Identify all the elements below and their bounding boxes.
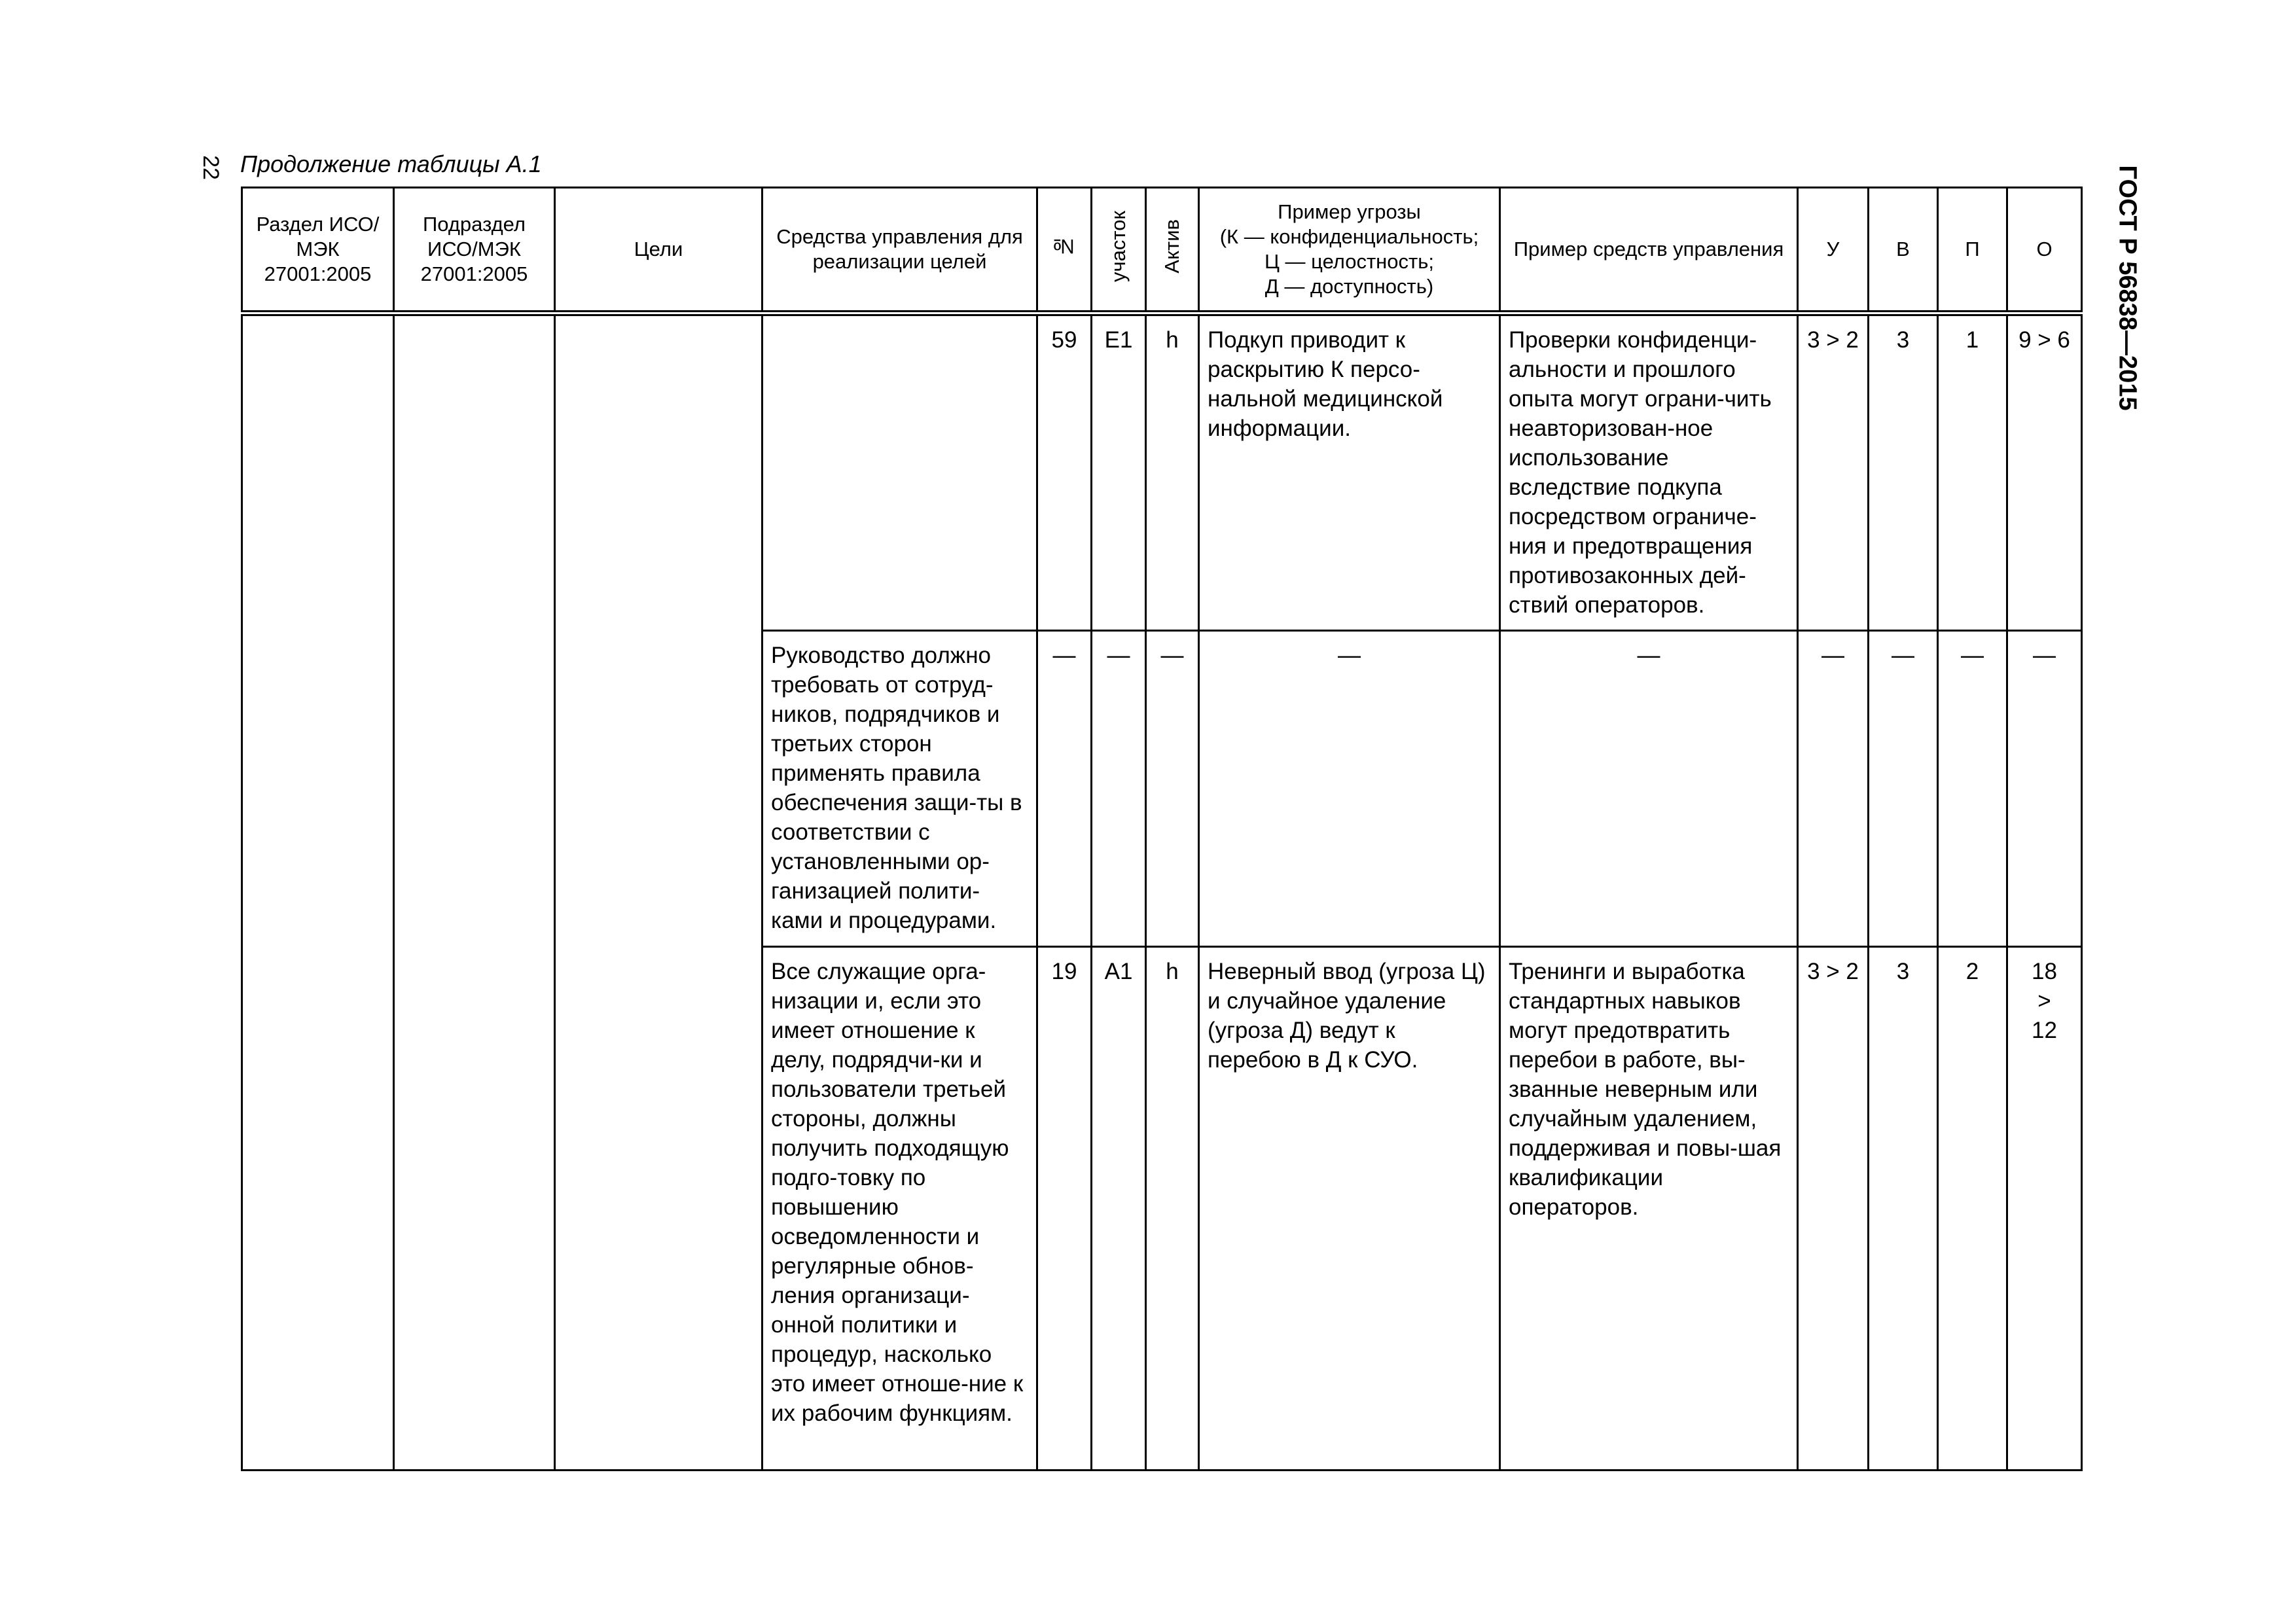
cell-u: 3 > 2 [1798, 313, 1869, 631]
cell-p: 2 [1938, 947, 2007, 1471]
header-subsection: Подраздел ИСО/МЭК 27001:2005 [394, 188, 555, 313]
header-number-label: № [1052, 235, 1075, 258]
cell-subsection [394, 313, 555, 1471]
cell-o: 18 > 12 [2007, 947, 2082, 1471]
header-site [1092, 188, 1146, 313]
header-number [1037, 188, 1092, 313]
cell-v: 3 [1869, 313, 1938, 631]
header-v: В [1869, 188, 1938, 313]
header-asset-label: Актив [1160, 219, 1183, 274]
header-u: У [1798, 188, 1869, 313]
cell-threat: Неверный ввод (угроза Ц) и случайное удаление (угроза Д) ведут к перебою в Д к СУО. [1199, 947, 1500, 1471]
cell-number: — [1037, 631, 1092, 947]
cell-p: — [1938, 631, 2007, 947]
table-row [242, 313, 2082, 631]
cell-goals [555, 313, 762, 1471]
cell-o: — [2007, 631, 2082, 947]
header-o: О [2007, 188, 2082, 313]
cell-asset: h [1146, 313, 1199, 631]
header-p: П [1938, 188, 2007, 313]
header-threat: Пример угрозы (К — конфиденциальность; Ц — целостность; Д — доступность) [1199, 188, 1500, 313]
standard-code: ГОСТ Р 56838—2015 [2113, 165, 2142, 411]
table-continuation-title: Продолжение таблицы А.1 [240, 151, 542, 177]
cell-control-example: Проверки конфиденци-альности и прошлого опыта могут ограни-чить неавторизован-ное использование вследствие подкупа посредством ограниче-ния и предотвращения противозаконных дей-ствий операторов. [1500, 313, 1798, 631]
cell-number: 19 [1037, 947, 1092, 1471]
header-goals: Цели [555, 188, 762, 313]
cell-controls [762, 313, 1037, 631]
cell-number: 59 [1037, 313, 1092, 631]
table-header-row [242, 188, 2082, 313]
header-asset [1146, 188, 1199, 313]
header-controls: Средства управления для реализации целей [762, 188, 1037, 313]
cell-control-example: — [1500, 631, 1798, 947]
cell-controls: Руководство должно требовать от сотруд-ников, подрядчиков и третьих сторон применять правила обеспечения защи-ты в соответствии с установленными ор-ганизацией полити-ками и процедурами. [762, 631, 1037, 947]
header-site-label: участок [1107, 210, 1130, 283]
cell-asset: — [1146, 631, 1199, 947]
cell-v: — [1869, 631, 1938, 947]
cell-section [242, 313, 394, 1471]
cell-o: 9 > 6 [2007, 313, 2082, 631]
cell-u: 3 > 2 [1798, 947, 1869, 1471]
cell-u: — [1798, 631, 1869, 947]
header-section: Раздел ИСО/МЭК 27001:2005 [242, 188, 394, 313]
cell-controls: Все служащие орга-низации и, если это имеет отношение к делу, подрядчи-ки и пользователи третьей стороны, должны получить подходящую подго-товку по повышению осведомленности и регулярные обнов-ления организаци-онной политики и процедур, насколько это имеет отноше-ние к их рабочим функциям. [762, 947, 1037, 1471]
cell-site: E1 [1092, 313, 1146, 631]
cell-p: 1 [1938, 313, 2007, 631]
threat-control-table [241, 187, 2083, 1471]
page-number: 22 [198, 155, 223, 180]
cell-v: 3 [1869, 947, 1938, 1471]
cell-threat: Подкуп приводит к раскрытию К персо-нальной медицинской информации. [1199, 313, 1500, 631]
cell-threat: — [1199, 631, 1500, 947]
cell-site: — [1092, 631, 1146, 947]
header-control-example: Пример средств управления [1500, 188, 1798, 313]
cell-site: A1 [1092, 947, 1146, 1471]
cell-asset: h [1146, 947, 1199, 1471]
cell-control-example: Тренинги и выработка стандартных навыков могут предотвратить перебои в работе, вы-званные неверным или случайным удалением, поддерживая и повы-шая квалификации операторов. [1500, 947, 1798, 1471]
